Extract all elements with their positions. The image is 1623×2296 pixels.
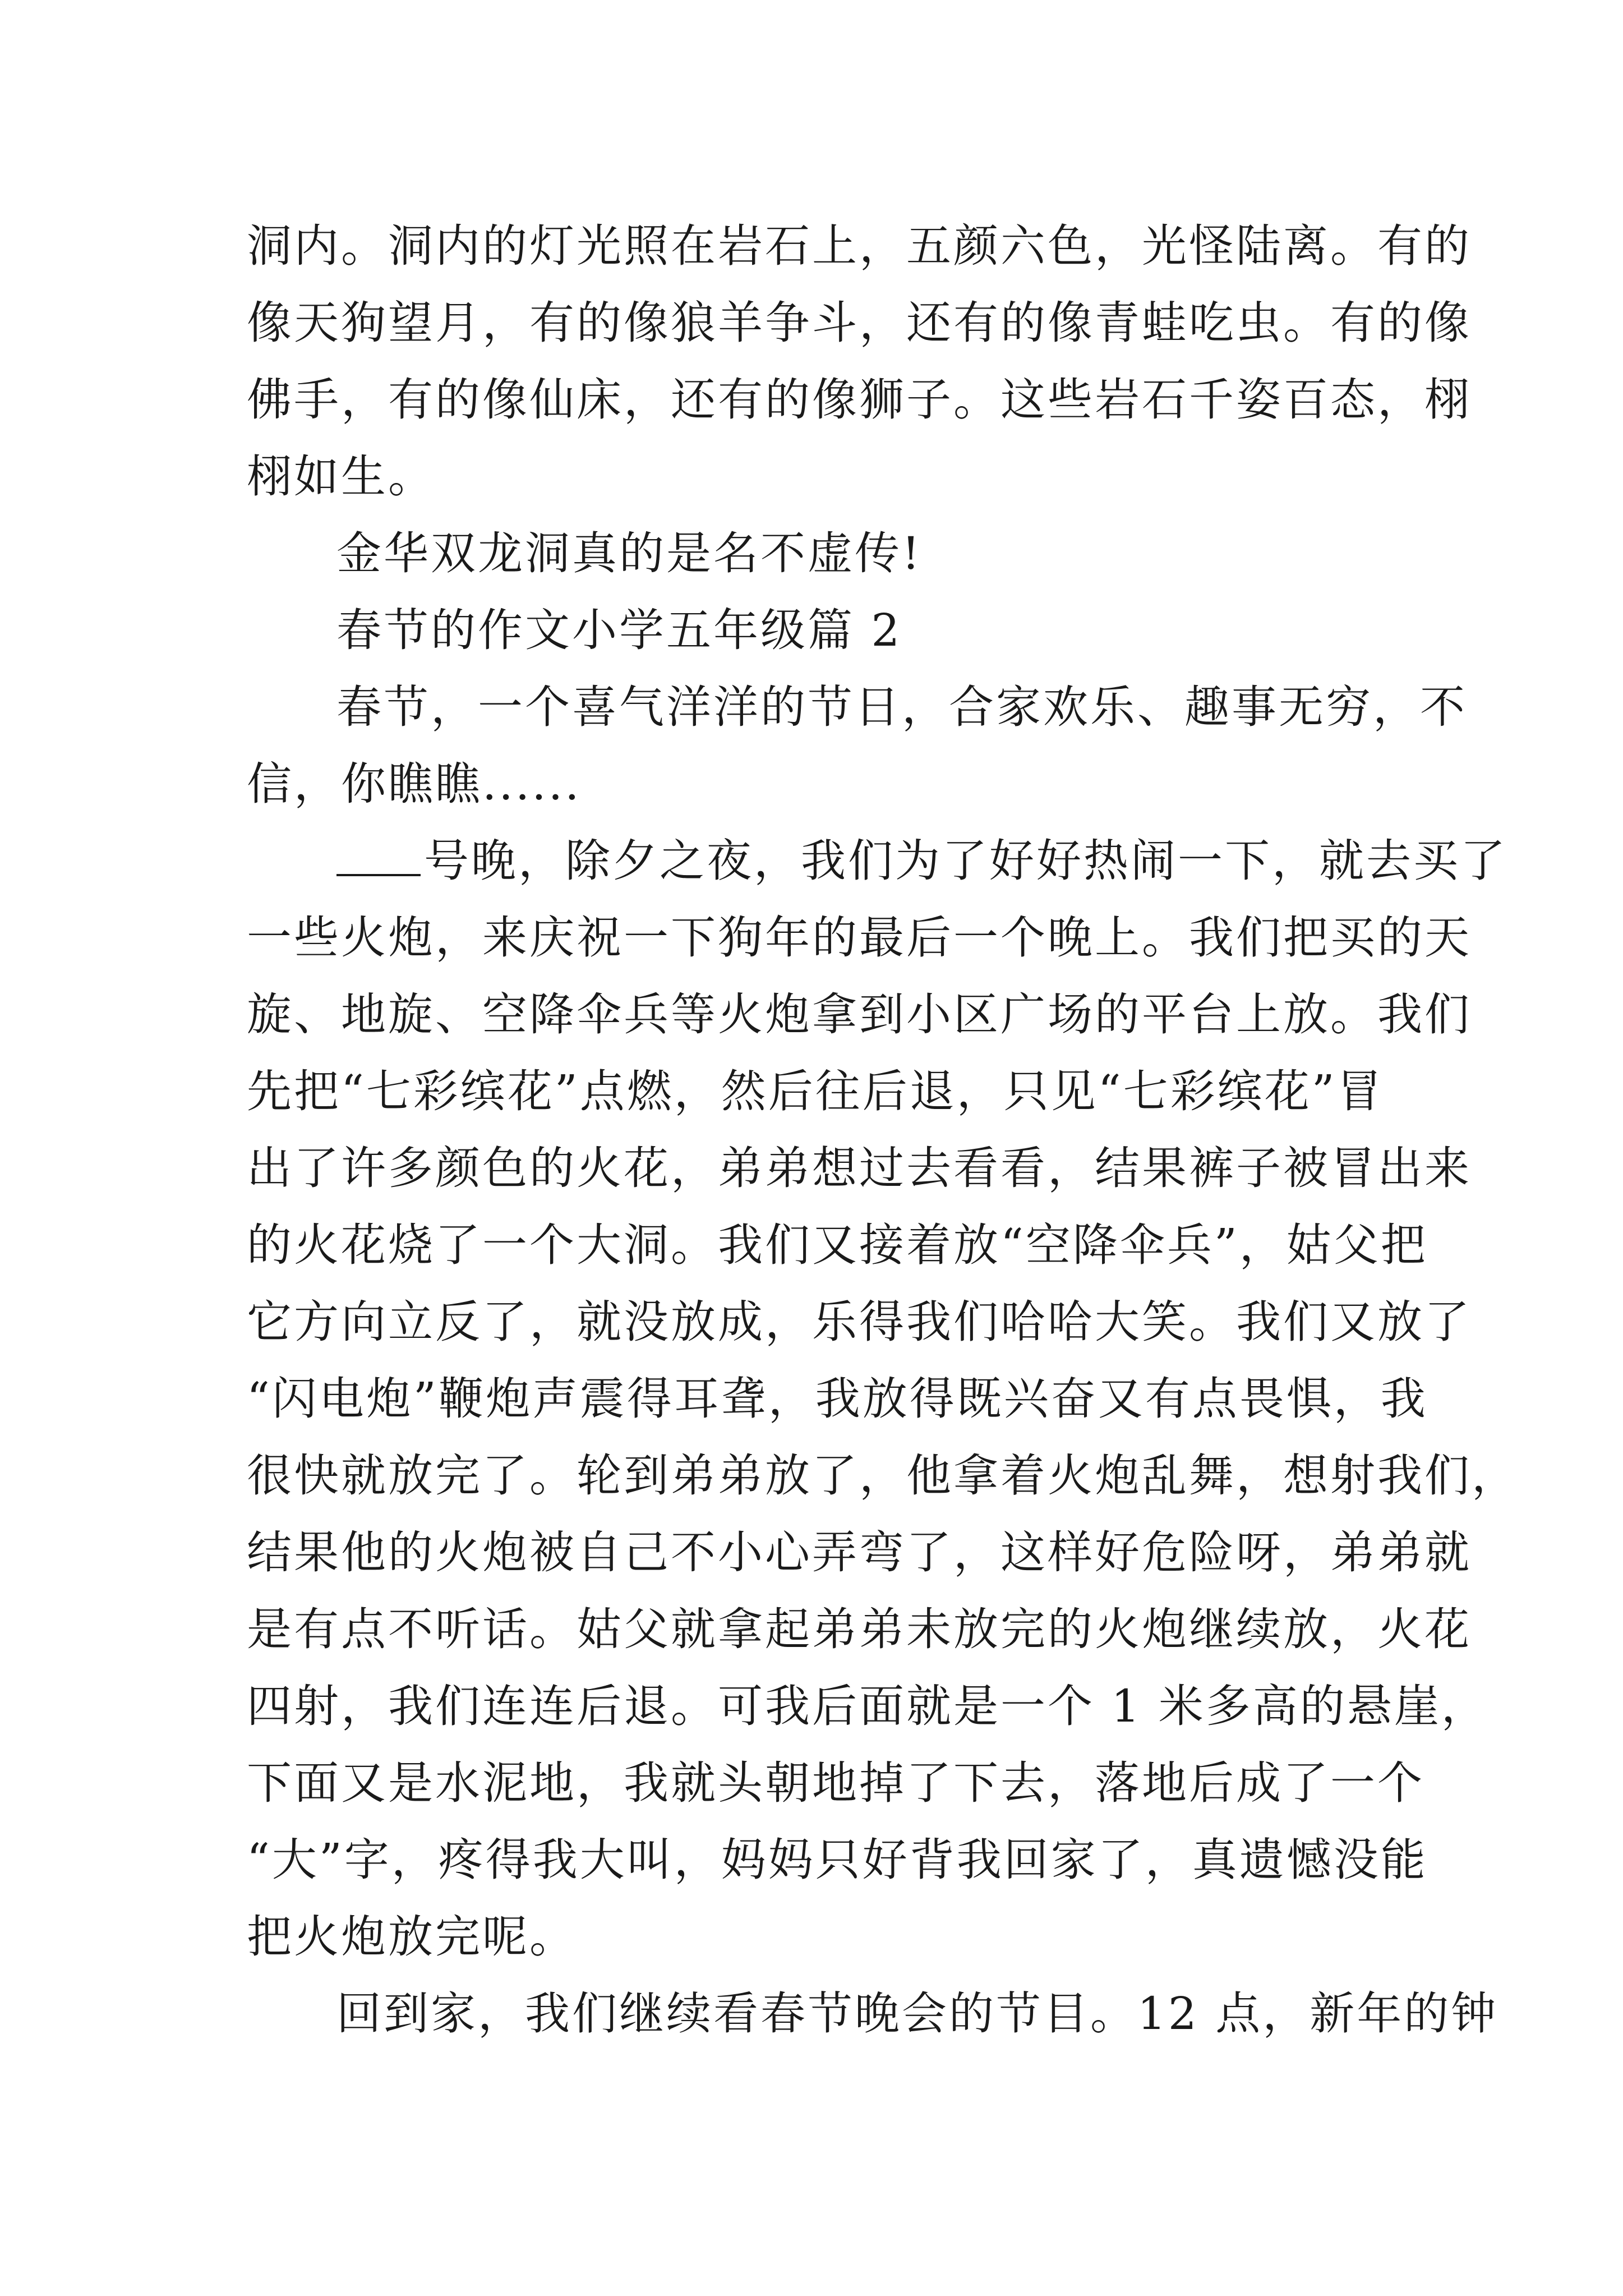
text-line: 结果他的火炮被自己不小心弄弯了，这样好危险呀，弟弟就 <box>247 1526 1472 1579</box>
text-line: 一些火炮，来庆祝一下狗年的最后一个晚上。我们把买的天 <box>247 912 1472 964</box>
text-line: 信，你瞧瞧...... <box>247 758 582 810</box>
text-line: 洞内。洞内的灯光照在岩石上，五颜六色，光怪陆离。有的 <box>247 220 1472 272</box>
paragraph-line <box>247 822 1507 899</box>
text-line: 旋、地旋、空降伞兵等火炮拿到小区广场的平台上放。我们 <box>247 988 1472 1041</box>
section-heading: 春节的作文小学五年级篇 2 <box>336 604 902 656</box>
text-line: “闪电炮”鞭炮声震得耳聋，我放得既兴奋又有点畏惧，我 <box>247 1373 1428 1425</box>
text-line: 把火炮放完呢。 <box>247 1911 577 1963</box>
text-column <box>247 208 1519 2052</box>
paragraph-line: 春节，一个喜气洋洋的节日，合家欢乐、趣事无穷，不 <box>336 681 1467 733</box>
text-line: 是有点不听话。姑父就拿起弟弟未放完的火炮继续放，火花 <box>247 1603 1472 1655</box>
text-span: 号晚，除夕之夜，我们为了好好热闹一下，就去买了 <box>424 835 1507 887</box>
text-line: 很快就放完了。轮到弟弟放了，他拿着火炮乱舞，想射我们， <box>247 1450 1519 1502</box>
text-line: 佛手，有的像仙床，还有的像狮子。这些岩石千姿百态，栩 <box>247 374 1472 426</box>
text-line: 它方向立反了，就没放成，乐得我们哈哈大笑。我们又放了 <box>247 1296 1472 1348</box>
paragraph-line: 回到家，我们继续看春节晚会的节目。12 点，新年的钟 <box>336 1987 1498 2040</box>
text-line: 四射，我们连连后退。可我后面就是一个 1 米多高的悬崖， <box>247 1680 1488 1732</box>
text-line: 下面又是水泥地，我就头朝地掉了下去，落地后成了一个 <box>247 1757 1424 1809</box>
text-line: 先把“七彩缤花”点燃，然后往后退，只见“七彩缤花”冒 <box>247 1065 1384 1117</box>
text-line: 像天狗望月，有的像狼羊争斗，还有的像青蛙吃虫。有的像 <box>247 297 1472 349</box>
paragraph-line: 金华双龙洞真的是名不虚传! <box>336 527 923 579</box>
text-line: “大”字，疼得我大叫，妈妈只好背我回家了，真遗憾没能 <box>247 1834 1428 1886</box>
text-line: 的火花烧了一个大洞。我们又接着放“空降伞兵”，姑父把 <box>247 1219 1428 1271</box>
fill-in-blank <box>336 840 421 876</box>
text-line: 栩如生。 <box>247 450 435 503</box>
text-line: 出了许多颜色的火花，弟弟想过去看看，结果裤子被冒出来 <box>247 1142 1472 1194</box>
